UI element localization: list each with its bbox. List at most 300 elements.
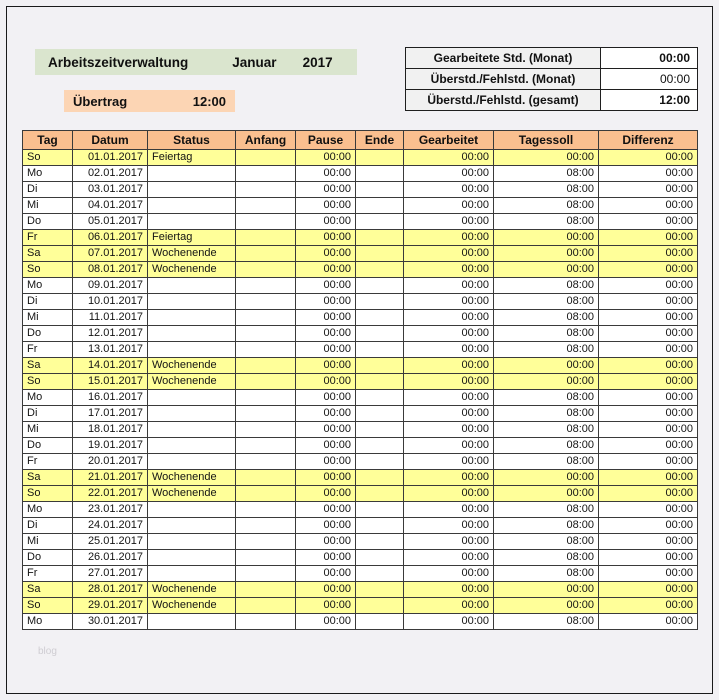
cell-status[interactable]: Feiertag (148, 150, 236, 166)
cell-differenz[interactable]: 00:00 (599, 518, 698, 534)
cell-datum[interactable]: 24.01.2017 (73, 518, 148, 534)
cell-differenz[interactable]: 00:00 (599, 454, 698, 470)
cell-tagessoll[interactable]: 08:00 (494, 454, 599, 470)
cell-tagessoll[interactable]: 00:00 (494, 230, 599, 246)
cell-differenz[interactable]: 00:00 (599, 470, 698, 486)
cell-tag[interactable]: Mo (23, 278, 73, 294)
cell-anfang[interactable] (236, 310, 296, 326)
cell-tag[interactable]: Fr (23, 454, 73, 470)
cell-tag[interactable]: Do (23, 326, 73, 342)
cell-pause[interactable]: 00:00 (296, 470, 356, 486)
cell-anfang[interactable] (236, 566, 296, 582)
cell-pause[interactable]: 00:00 (296, 374, 356, 390)
carryover-box (64, 90, 235, 112)
cell-pause[interactable]: 00:00 (296, 486, 356, 502)
cell-gearbeitet[interactable]: 00:00 (404, 246, 494, 262)
cell-gearbeitet[interactable]: 00:00 (404, 518, 494, 534)
cell-datum[interactable]: 29.01.2017 (73, 598, 148, 614)
cell-anfang[interactable] (236, 230, 296, 246)
cell-tagessoll[interactable]: 08:00 (494, 390, 599, 406)
cell-datum[interactable]: 27.01.2017 (73, 566, 148, 582)
cell-pause[interactable]: 00:00 (296, 198, 356, 214)
cell-tag[interactable]: Sa (23, 246, 73, 262)
cell-anfang[interactable] (236, 198, 296, 214)
cell-status[interactable] (148, 390, 236, 406)
cell-ende[interactable] (356, 566, 404, 582)
cell-anfang[interactable] (236, 342, 296, 358)
cell-tagessoll[interactable]: 08:00 (494, 406, 599, 422)
col-header-status: Status (148, 131, 236, 150)
cell-status[interactable] (148, 502, 236, 518)
table-row (23, 614, 698, 630)
cell-datum[interactable]: 11.01.2017 (73, 310, 148, 326)
cell-status[interactable]: Wochenende (148, 598, 236, 614)
cell-gearbeitet[interactable]: 00:00 (404, 566, 494, 582)
cell-gearbeitet[interactable]: 00:00 (404, 470, 494, 486)
cell-datum[interactable]: 23.01.2017 (73, 502, 148, 518)
cell-gearbeitet[interactable]: 00:00 (404, 150, 494, 166)
cell-datum[interactable]: 01.01.2017 (73, 150, 148, 166)
cell-datum[interactable]: 04.01.2017 (73, 198, 148, 214)
cell-pause[interactable]: 00:00 (296, 214, 356, 230)
cell-datum[interactable]: 03.01.2017 (73, 182, 148, 198)
cell-anfang[interactable] (236, 614, 296, 630)
cell-differenz[interactable]: 00:00 (599, 182, 698, 198)
cell-status[interactable] (148, 310, 236, 326)
cell-pause[interactable]: 00:00 (296, 518, 356, 534)
cell-status[interactable] (148, 278, 236, 294)
cell-datum[interactable]: 25.01.2017 (73, 534, 148, 550)
cell-gearbeitet[interactable]: 00:00 (404, 342, 494, 358)
cell-differenz[interactable]: 00:00 (599, 278, 698, 294)
cell-tag[interactable]: Mo (23, 390, 73, 406)
cell-gearbeitet[interactable]: 00:00 (404, 214, 494, 230)
cell-ende[interactable] (356, 406, 404, 422)
cell-gearbeitet[interactable]: 00:00 (404, 550, 494, 566)
cell-status[interactable] (148, 326, 236, 342)
cell-tag[interactable]: So (23, 150, 73, 166)
cell-status[interactable] (148, 534, 236, 550)
cell-anfang[interactable] (236, 534, 296, 550)
cell-ende[interactable] (356, 326, 404, 342)
cell-pause[interactable]: 00:00 (296, 406, 356, 422)
cell-pause[interactable]: 00:00 (296, 246, 356, 262)
cell-status[interactable] (148, 454, 236, 470)
cell-tag[interactable]: Mi (23, 534, 73, 550)
cell-tag[interactable]: Do (23, 550, 73, 566)
cell-tagessoll[interactable]: 00:00 (494, 374, 599, 390)
cell-gearbeitet[interactable]: 00:00 (404, 406, 494, 422)
cell-datum[interactable]: 05.01.2017 (73, 214, 148, 230)
cell-differenz[interactable]: 00:00 (599, 246, 698, 262)
cell-gearbeitet[interactable]: 00:00 (404, 230, 494, 246)
cell-anfang[interactable] (236, 294, 296, 310)
cell-ende[interactable] (356, 470, 404, 486)
cell-tagessoll[interactable]: 00:00 (494, 358, 599, 374)
cell-datum[interactable]: 10.01.2017 (73, 294, 148, 310)
cell-ende[interactable] (356, 374, 404, 390)
cell-datum[interactable]: 15.01.2017 (73, 374, 148, 390)
summary-row-worked-month (406, 48, 697, 69)
cell-status[interactable] (148, 294, 236, 310)
cell-gearbeitet[interactable]: 00:00 (404, 502, 494, 518)
cell-tagessoll[interactable]: 08:00 (494, 518, 599, 534)
cell-gearbeitet[interactable]: 00:00 (404, 310, 494, 326)
table-row (23, 518, 698, 534)
cell-gearbeitet[interactable]: 00:00 (404, 326, 494, 342)
cell-tagessoll[interactable]: 08:00 (494, 166, 599, 182)
cell-tag[interactable]: So (23, 486, 73, 502)
cell-pause[interactable]: 00:00 (296, 326, 356, 342)
cell-tag[interactable]: Fr (23, 230, 73, 246)
cell-tagessoll[interactable]: 00:00 (494, 598, 599, 614)
cell-status[interactable] (148, 342, 236, 358)
cell-ende[interactable] (356, 598, 404, 614)
cell-tag[interactable]: Mi (23, 422, 73, 438)
cell-anfang[interactable] (236, 454, 296, 470)
cell-differenz[interactable]: 00:00 (599, 438, 698, 454)
cell-tag[interactable]: Do (23, 438, 73, 454)
cell-tag[interactable]: Sa (23, 358, 73, 374)
cell-tagessoll[interactable]: 08:00 (494, 294, 599, 310)
cell-differenz[interactable]: 00:00 (599, 230, 698, 246)
cell-differenz[interactable]: 00:00 (599, 166, 698, 182)
cell-datum[interactable]: 28.01.2017 (73, 582, 148, 598)
cell-status[interactable]: Wochenende (148, 358, 236, 374)
cell-differenz[interactable]: 00:00 (599, 310, 698, 326)
table-header-row (23, 131, 698, 150)
table-row (23, 166, 698, 182)
summary-row-overtime-total (406, 90, 697, 111)
cell-tagessoll[interactable]: 08:00 (494, 438, 599, 454)
table-row (23, 502, 698, 518)
cell-ende[interactable] (356, 358, 404, 374)
cell-status[interactable] (148, 422, 236, 438)
cell-tag[interactable]: Sa (23, 470, 73, 486)
cell-tag[interactable]: Mi (23, 198, 73, 214)
cell-ende[interactable] (356, 198, 404, 214)
cell-datum[interactable]: 09.01.2017 (73, 278, 148, 294)
cell-status[interactable] (148, 214, 236, 230)
cell-tagessoll[interactable]: 08:00 (494, 614, 599, 630)
cell-tagessoll[interactable]: 08:00 (494, 422, 599, 438)
cell-pause[interactable]: 00:00 (296, 566, 356, 582)
cell-gearbeitet[interactable]: 00:00 (404, 422, 494, 438)
cell-tag[interactable]: So (23, 262, 73, 278)
cell-pause[interactable]: 00:00 (296, 534, 356, 550)
cell-datum[interactable]: 20.01.2017 (73, 454, 148, 470)
cell-gearbeitet[interactable]: 00:00 (404, 262, 494, 278)
cell-gearbeitet[interactable]: 00:00 (404, 454, 494, 470)
cell-datum[interactable]: 06.01.2017 (73, 230, 148, 246)
cell-datum[interactable]: 21.01.2017 (73, 470, 148, 486)
cell-ende[interactable] (356, 246, 404, 262)
cell-status[interactable]: Wochenende (148, 486, 236, 502)
cell-tagessoll[interactable]: 00:00 (494, 262, 599, 278)
cell-status[interactable]: Wochenende (148, 246, 236, 262)
cell-tagessoll[interactable]: 08:00 (494, 550, 599, 566)
cell-pause[interactable]: 00:00 (296, 550, 356, 566)
table-row (23, 534, 698, 550)
cell-ende[interactable] (356, 582, 404, 598)
carryover-value[interactable]: 12:00 (192, 93, 226, 109)
cell-anfang[interactable] (236, 262, 296, 278)
table-row (23, 406, 698, 422)
cell-pause[interactable]: 00:00 (296, 294, 356, 310)
summary-row-overtime-month (406, 69, 697, 90)
cell-tagessoll[interactable]: 08:00 (494, 534, 599, 550)
cell-ende[interactable] (356, 422, 404, 438)
cell-anfang[interactable] (236, 486, 296, 502)
cell-tagessoll[interactable]: 08:00 (494, 566, 599, 582)
cell-pause[interactable]: 00:00 (296, 262, 356, 278)
cell-differenz[interactable]: 00:00 (599, 486, 698, 502)
cell-pause[interactable]: 00:00 (296, 454, 356, 470)
col-header-gearbeitet: Gearbeitet (404, 131, 494, 150)
cell-status[interactable] (148, 438, 236, 454)
summary-value: 00:00 (601, 48, 697, 68)
cell-tag[interactable]: Mo (23, 166, 73, 182)
cell-ende[interactable] (356, 214, 404, 230)
app-title: Arbeitszeitverwaltung (48, 54, 189, 70)
cell-tag[interactable]: So (23, 374, 73, 390)
cell-datum[interactable]: 02.01.2017 (73, 166, 148, 182)
cell-status[interactable]: Wochenende (148, 582, 236, 598)
cell-pause[interactable]: 00:00 (296, 278, 356, 294)
cell-ende[interactable] (356, 438, 404, 454)
cell-anfang[interactable] (236, 390, 296, 406)
cell-tag[interactable]: Di (23, 294, 73, 310)
cell-datum[interactable]: 17.01.2017 (73, 406, 148, 422)
cell-anfang[interactable] (236, 278, 296, 294)
cell-anfang[interactable] (236, 326, 296, 342)
cell-differenz[interactable]: 00:00 (599, 422, 698, 438)
cell-pause[interactable]: 00:00 (296, 614, 356, 630)
cell-differenz[interactable]: 00:00 (599, 534, 698, 550)
cell-differenz[interactable]: 00:00 (599, 390, 698, 406)
cell-tag[interactable]: Mo (23, 614, 73, 630)
cell-pause[interactable]: 00:00 (296, 598, 356, 614)
cell-tag[interactable]: Mo (23, 502, 73, 518)
cell-differenz[interactable]: 00:00 (599, 598, 698, 614)
col-header-ende: Ende (356, 131, 404, 150)
cell-anfang[interactable] (236, 422, 296, 438)
cell-gearbeitet[interactable]: 00:00 (404, 582, 494, 598)
cell-anfang[interactable] (236, 406, 296, 422)
cell-anfang[interactable] (236, 374, 296, 390)
cell-status[interactable] (148, 518, 236, 534)
cell-anfang[interactable] (236, 214, 296, 230)
cell-tag[interactable]: Di (23, 406, 73, 422)
cell-anfang[interactable] (236, 358, 296, 374)
cell-status[interactable]: Feiertag (148, 230, 236, 246)
summary-label: Überstd./Fehlstd. (Monat) (406, 69, 601, 89)
cell-anfang[interactable] (236, 550, 296, 566)
cell-anfang[interactable] (236, 470, 296, 486)
cell-pause[interactable]: 00:00 (296, 390, 356, 406)
cell-tagessoll[interactable]: 00:00 (494, 582, 599, 598)
cell-status[interactable] (148, 166, 236, 182)
cell-ende[interactable] (356, 182, 404, 198)
cell-ende[interactable] (356, 310, 404, 326)
cell-tagessoll[interactable]: 08:00 (494, 278, 599, 294)
cell-tag[interactable]: Di (23, 182, 73, 198)
cell-datum[interactable]: 13.01.2017 (73, 342, 148, 358)
cell-gearbeitet[interactable]: 00:00 (404, 358, 494, 374)
cell-tagessoll[interactable]: 08:00 (494, 214, 599, 230)
cell-gearbeitet[interactable]: 00:00 (404, 294, 494, 310)
cell-anfang[interactable] (236, 150, 296, 166)
cell-ende[interactable] (356, 150, 404, 166)
cell-anfang[interactable] (236, 438, 296, 454)
cell-pause[interactable]: 00:00 (296, 182, 356, 198)
cell-datum[interactable]: 12.01.2017 (73, 326, 148, 342)
cell-gearbeitet[interactable]: 00:00 (404, 182, 494, 198)
table-row (23, 454, 698, 470)
cell-anfang[interactable] (236, 582, 296, 598)
cell-differenz[interactable]: 00:00 (599, 342, 698, 358)
table-row (23, 470, 698, 486)
cell-anfang[interactable] (236, 182, 296, 198)
cell-status[interactable] (148, 198, 236, 214)
cell-differenz[interactable]: 00:00 (599, 262, 698, 278)
cell-status[interactable] (148, 406, 236, 422)
cell-pause[interactable]: 00:00 (296, 422, 356, 438)
cell-pause[interactable]: 00:00 (296, 150, 356, 166)
cell-anfang[interactable] (236, 166, 296, 182)
cell-datum[interactable]: 08.01.2017 (73, 262, 148, 278)
cell-differenz[interactable]: 00:00 (599, 214, 698, 230)
cell-ende[interactable] (356, 262, 404, 278)
cell-tagessoll[interactable]: 08:00 (494, 342, 599, 358)
cell-gearbeitet[interactable]: 00:00 (404, 198, 494, 214)
cell-anfang[interactable] (236, 598, 296, 614)
cell-datum[interactable]: 26.01.2017 (73, 550, 148, 566)
cell-ende[interactable] (356, 534, 404, 550)
cell-gearbeitet[interactable]: 00:00 (404, 614, 494, 630)
cell-datum[interactable]: 18.01.2017 (73, 422, 148, 438)
cell-tagessoll[interactable]: 08:00 (494, 326, 599, 342)
cell-ende[interactable] (356, 166, 404, 182)
cell-status[interactable] (148, 614, 236, 630)
table-row (23, 342, 698, 358)
cell-pause[interactable]: 00:00 (296, 438, 356, 454)
cell-tag[interactable]: Sa (23, 582, 73, 598)
year-label: 2017 (302, 54, 333, 70)
cell-tagessoll[interactable]: 00:00 (494, 486, 599, 502)
cell-differenz[interactable]: 00:00 (599, 614, 698, 630)
cell-status[interactable] (148, 566, 236, 582)
cell-differenz[interactable]: 00:00 (599, 198, 698, 214)
cell-gearbeitet[interactable]: 00:00 (404, 278, 494, 294)
table-row (23, 278, 698, 294)
cell-differenz[interactable]: 00:00 (599, 406, 698, 422)
cell-gearbeitet[interactable]: 00:00 (404, 374, 494, 390)
table-row (23, 374, 698, 390)
cell-differenz[interactable]: 00:00 (599, 566, 698, 582)
cell-differenz[interactable]: 00:00 (599, 150, 698, 166)
cell-tag[interactable]: So (23, 598, 73, 614)
table-row (23, 486, 698, 502)
cell-ende[interactable] (356, 342, 404, 358)
cell-status[interactable] (148, 550, 236, 566)
cell-ende[interactable] (356, 278, 404, 294)
cell-differenz[interactable]: 00:00 (599, 550, 698, 566)
cell-datum[interactable]: 22.01.2017 (73, 486, 148, 502)
cell-datum[interactable]: 16.01.2017 (73, 390, 148, 406)
page-title (35, 49, 357, 75)
cell-status[interactable] (148, 182, 236, 198)
cell-differenz[interactable]: 00:00 (599, 294, 698, 310)
cell-differenz[interactable]: 00:00 (599, 582, 698, 598)
table-row (23, 150, 698, 166)
cell-tagessoll[interactable]: 00:00 (494, 246, 599, 262)
cell-differenz[interactable]: 00:00 (599, 358, 698, 374)
cell-tag[interactable]: Fr (23, 566, 73, 582)
cell-pause[interactable]: 00:00 (296, 358, 356, 374)
cell-gearbeitet[interactable]: 00:00 (404, 438, 494, 454)
cell-gearbeitet[interactable]: 00:00 (404, 534, 494, 550)
table-row (23, 598, 698, 614)
cell-tagessoll[interactable]: 08:00 (494, 310, 599, 326)
cell-tagessoll[interactable]: 08:00 (494, 182, 599, 198)
cell-pause[interactable]: 00:00 (296, 310, 356, 326)
cell-datum[interactable]: 19.01.2017 (73, 438, 148, 454)
cell-tagessoll[interactable]: 00:00 (494, 470, 599, 486)
cell-ende[interactable] (356, 518, 404, 534)
cell-pause[interactable]: 00:00 (296, 230, 356, 246)
cell-datum[interactable]: 14.01.2017 (73, 358, 148, 374)
cell-differenz[interactable]: 00:00 (599, 374, 698, 390)
cell-gearbeitet[interactable]: 00:00 (404, 166, 494, 182)
cell-ende[interactable] (356, 502, 404, 518)
cell-pause[interactable]: 00:00 (296, 582, 356, 598)
cell-tagessoll[interactable]: 00:00 (494, 150, 599, 166)
cell-anfang[interactable] (236, 518, 296, 534)
cell-anfang[interactable] (236, 246, 296, 262)
cell-pause[interactable]: 00:00 (296, 166, 356, 182)
cell-tagessoll[interactable]: 08:00 (494, 502, 599, 518)
cell-anfang[interactable] (236, 502, 296, 518)
cell-status[interactable]: Wochenende (148, 262, 236, 278)
cell-gearbeitet[interactable]: 00:00 (404, 486, 494, 502)
cell-ende[interactable] (356, 454, 404, 470)
cell-differenz[interactable]: 00:00 (599, 326, 698, 342)
cell-gearbeitet[interactable]: 00:00 (404, 390, 494, 406)
cell-status[interactable]: Wochenende (148, 374, 236, 390)
cell-ende[interactable] (356, 294, 404, 310)
cell-datum[interactable]: 30.01.2017 (73, 614, 148, 630)
cell-tag[interactable]: Do (23, 214, 73, 230)
cell-ende[interactable] (356, 390, 404, 406)
cell-tag[interactable]: Di (23, 518, 73, 534)
cell-status[interactable]: Wochenende (148, 470, 236, 486)
cell-datum[interactable]: 07.01.2017 (73, 246, 148, 262)
cell-ende[interactable] (356, 486, 404, 502)
cell-ende[interactable] (356, 614, 404, 630)
cell-pause[interactable]: 00:00 (296, 502, 356, 518)
cell-tag[interactable]: Fr (23, 342, 73, 358)
summary-label: Gearbeitete Std. (Monat) (406, 48, 601, 68)
cell-ende[interactable] (356, 550, 404, 566)
cell-gearbeitet[interactable]: 00:00 (404, 598, 494, 614)
timesheet-body (23, 150, 698, 630)
cell-differenz[interactable]: 00:00 (599, 502, 698, 518)
cell-tag[interactable]: Mi (23, 310, 73, 326)
cell-tagessoll[interactable]: 08:00 (494, 198, 599, 214)
cell-pause[interactable]: 00:00 (296, 342, 356, 358)
cell-ende[interactable] (356, 230, 404, 246)
